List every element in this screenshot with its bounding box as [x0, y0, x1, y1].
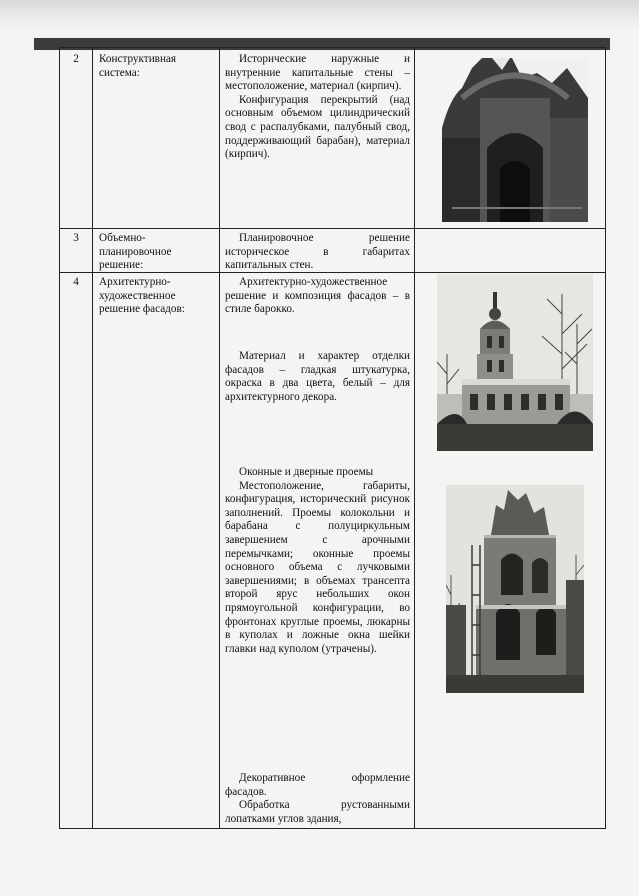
- row-description-facades: [225, 276, 410, 317]
- interior-ruined-vault-photo: [442, 58, 588, 222]
- ruined-bell-tower-photo: [446, 485, 584, 693]
- col-divider: [92, 48, 93, 828]
- paragraph: Архитектурно-художественное решение и композиция фасадов – в стиле барокко.: [225, 276, 410, 316]
- row-description: [225, 232, 410, 273]
- row-name: Объемно-планировочное решение:: [99, 232, 172, 272]
- properties-table: [59, 47, 606, 829]
- row-description: [225, 53, 410, 162]
- paragraph: Материал и характер отделки фасадов – гладкая штукатурка, окраска в два цвета, белый – для архитектурного декора.: [225, 350, 410, 403]
- col-divider: [414, 48, 415, 828]
- row-description-finish: [225, 350, 410, 404]
- row-divider: [60, 228, 605, 229]
- paragraph: Планировочное решение историческое в габаритах капитальных стен.: [225, 232, 410, 272]
- paragraph: Исторические наружные и внутренние капитальные стены – местоположение, материал (кирпич).: [225, 53, 410, 93]
- row-number: 2: [73, 53, 79, 65]
- row-name: Конструктивная система:: [99, 53, 177, 79]
- paragraph: Конфигурация перекрытий (над основным объемом цилиндрический свод с распалубками, палубный свод, поддерживающий барабан), материал (кирпич).: [225, 93, 410, 161]
- col-divider: [219, 48, 220, 828]
- row-name: Архитектурно-художественное решение фасадов:: [99, 276, 185, 316]
- scan-top-shadow: [0, 0, 639, 30]
- row-description-decor: [225, 772, 410, 826]
- row-description-openings: [225, 466, 410, 656]
- paragraph: Обработка рустованными лопатками углов здания,: [225, 799, 410, 825]
- paragraph-title: Оконные и дверные проемы: [239, 466, 374, 478]
- paragraph: Местоположение, габариты, конфигурация, исторический рисунок заполнений. Проемы колокольни и барабана с полуциркульным завершением с арочными перемычками; оконные проемы основного объема с лучковыми завершениями; в объемах трансепта второй ярус небольших окон прямоугольной конфигурации, во фронтонах круглые проемы, люкарны в куполах и ложные окна шейки главки над куполом (утрачены).: [225, 479, 410, 655]
- row-number: 4: [73, 276, 79, 288]
- paragraph: Декоративное оформление фасадов.: [225, 772, 410, 798]
- church-exterior-photo: [437, 274, 593, 451]
- row-number: 3: [73, 232, 79, 244]
